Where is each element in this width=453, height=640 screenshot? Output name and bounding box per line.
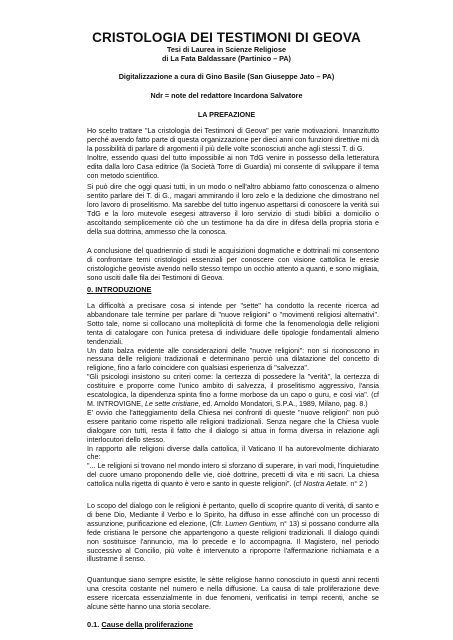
intro-text-2-italic: Lumen Gentium, bbox=[225, 519, 278, 528]
digitization-credit: Digitalizzazione a cura di Gino Basile (San Giuseppe Jato – PA) bbox=[118, 72, 335, 81]
preface-heading: LA PREFAZIONE bbox=[197, 110, 256, 119]
thesis-line-1: Tesi di Laurea in Scienze Religiose bbox=[167, 45, 286, 54]
intro-text-f bbox=[87, 462, 379, 489]
document-title: CRISTOLOGIA DEI TESTIMONI DI GEOVA bbox=[92, 30, 361, 45]
intro-text-f-italic: Nostra Aetate. bbox=[303, 480, 349, 489]
intro-text-c bbox=[87, 373, 379, 409]
intro-text-a: La difficoltà a precisare cosa si intende per "sette" ha condotto la recente ricerca ad abbandonare tale termine per parlare di "nuove religioni" o "movimenti religiosi alternativi". Sotto tale, nome si collocano una molteplicità di forme che la fenomenologia delle religioni tenta di catalogare con l'unica pretesa di individuare delle tipologie fondamentali almeno tendenziali. bbox=[87, 302, 379, 346]
intro-text-f-main: "... Le religioni si trovano nel mondo intero si sforzano di superare, in vari modi, l'inquietudine del cuore umano proponendo delle vie, cioè dottrine, precetti di vita e riti sacri. La chiesa cattolica nulla rigetta di quanto è vero e santo in queste religioni". (cf bbox=[87, 462, 379, 489]
intro-text-e: In rapporto alle religioni diverse dalla cattolica, il Vaticano II ha autorevolmente dichiarato che: bbox=[87, 444, 379, 462]
intro-text-2-end: n° 13) si possano condurre alla fede cristiana le persone che appartengono a queste religioni tradizionali. Il dialogo quindi non sostituisce l'annuncio, ma lo precede e lo accompagna. Il Magistero, nel periodo successivo al Concilio, più volte è intervenuto a riproporre l'affermazione richiamata e a illustrarne il senso. bbox=[87, 519, 379, 564]
intro-text-c-main: "Gli psicologi insistono su criteri come: la certezza di possedere la "verità", la certezza di costituire e proporre come l'unico ambito di salvezza, il proselitismo aggressivo, l'ansia escatologica, la dipendenza spinta fino a forme morbose da un capo o guru, e così via". (cf M. INTROVIGNE, bbox=[87, 373, 379, 408]
intro-heading bbox=[87, 285, 151, 294]
intro-heading-text: INTRODUZIONE bbox=[95, 285, 152, 294]
intro-paragraph-3: Quantunque siano sempre esistite, le sètte religiose hanno conosciuto in questi anni recenti una crescita costante nel numero e nella diffusione. La causa di tale proliferazione deve essere ricercata essenzialmente in due fenomeni, verificatisi in tempi recenti, anche se alcune sètte hanno una storia secolare. bbox=[87, 576, 379, 611]
preface-paragraph-1 bbox=[87, 127, 379, 180]
intro-text-2-main: Lo scopo del dialogo con le religioni è pertanto, quello di scoprire quanto di verità, di santo e di bene Dio, Mediante il Verbo e lo Spirito, ha diffuso in esse affinché con un processo di assunzione, purificazione ed elezione, (Cfr. bbox=[87, 502, 379, 528]
thesis-line-2: di La Fata Baldassare (Partinico – PA) bbox=[162, 54, 291, 63]
intro-text-c-end: ed. Arnoldo Mondatori, S.P.A., 1989, Milano, pag. 8.) bbox=[202, 399, 368, 408]
intro-text-b: Un dato balza evidente alle considerazioni delle "nuove religioni": non si riconoscono in nessuna delle religioni tradizionali e determinano perciò una dilatazione del concetto di religione, fino a farlo coincidere con qualsiasi esperienza di "salvezza". bbox=[87, 346, 379, 373]
section-heading-number: 0.1. bbox=[87, 620, 100, 629]
intro-heading-number: 0. bbox=[87, 285, 94, 294]
intro-text-c-italic: Le sette cristiane, bbox=[144, 399, 201, 408]
preface-paragraph-2: Si può dire che oggi quasi tutti, in un modo o nell'altro abbiamo fatto conoscenza o almeno sentito parlare dei T. di G., magari ammirando il loro zelo e la dedizione che dimostrano nel loro lavoro di proselitismo. Ma sarebbe del tutto ingenuo aspettarsi di conoscere la verità sui TdG e la loro mutevole esegesi attraverso il loro servizio di studi biblici a domicilio o ascoltando semplicemente ciò che un testimone ha da dire in difesa della propria storia e della sua dottrina, ammesso che la conosca. bbox=[87, 183, 379, 236]
intro-paragraph-1 bbox=[87, 302, 379, 489]
editor-note: Ndr = note del redattore Incardona Salvatore bbox=[150, 91, 303, 100]
preface-paragraph-3: A conclusione del quadriennio di studi le acquisizioni dogmatiche e dottrinali mi consentono di confrontare temi cristologici essenziali per conoscere con visione cattolica le eresie cristologiche geoviste avendo nello stesso tempo un occhio attento a quanti, e sono migliaia, sono usciti dalle fila dei Testimoni di Geova. bbox=[87, 247, 379, 282]
intro-text-d: E' ovvio che l'atteggiamento della Chiesa nei confronti di queste "nuove religioni" non può essere paritario come rispetto alle religioni tradizionali. Senza negare che la Chiesa vuole dialogare con tutti, resta il fatto che il dialogo si attua in forma diversa in relazione agli interlocutori dello stesso. bbox=[87, 408, 379, 444]
intro-paragraph-2 bbox=[87, 502, 379, 564]
section-heading-text: Cause della proliferazione bbox=[101, 620, 193, 629]
section-heading bbox=[87, 620, 193, 629]
preface-text-1b: Inoltre, essendo quasi del tutto impossibile ai non TdG venire in possesso della letteratura edita dalla loro Casa editrice (la Società Torre di Guardia) mi consente di sviluppare il tema con metodo scientifico. bbox=[87, 153, 379, 180]
intro-text-f-end: n° 2 ) bbox=[350, 480, 368, 489]
preface-text-1a: Ho scelto trattare "La cristologia dei Testimoni di Geova" per varie motivazioni. Innanzitutto perché avendo fatto parte di questa organizzazione per dieci anni con funzioni direttive mi dà la possibilità di parlare di argomenti il più delle volte sconosciuti anche agli stessi T. di G. bbox=[87, 127, 379, 153]
